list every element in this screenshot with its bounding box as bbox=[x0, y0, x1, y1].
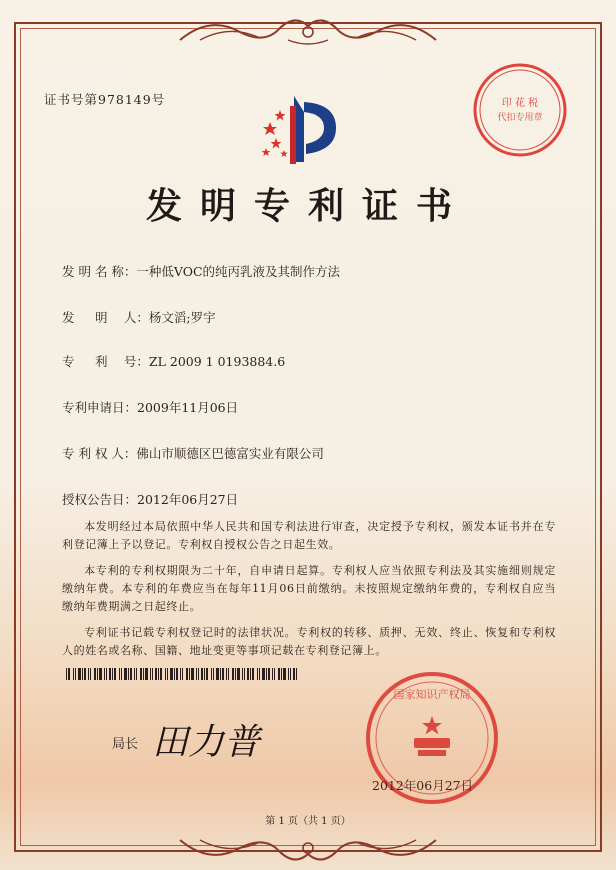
page-number: 第 1 页（共 1 页） bbox=[265, 816, 351, 827]
director-label: 局长 bbox=[112, 737, 139, 752]
field-patent-number bbox=[62, 352, 285, 370]
director-signature bbox=[148, 710, 288, 770]
field-label: 专利申请日： bbox=[62, 400, 138, 415]
paragraph-term: 本专利的专利权期限为二十年，自申请日起算。专利权人应当依照专利法及其实施细则规定缴纳年费。本专利的年费应当在每年11月06日前缴纳。未按照规定缴纳年费的，专利权自应当缴纳年费期满之日起终止。 bbox=[62, 564, 556, 613]
svg-text:代扣专用章: 代扣专用章 bbox=[497, 113, 543, 123]
field-value: 2012年06月27日 bbox=[137, 492, 239, 507]
sipo-emblem bbox=[260, 92, 344, 168]
field-label: 授权公告日： bbox=[62, 492, 138, 507]
seal-date: 2012年06月27日 bbox=[372, 778, 474, 793]
field-label: 专 利 号： bbox=[62, 354, 149, 369]
field-application-date bbox=[62, 398, 238, 416]
field-invention-name bbox=[62, 262, 340, 280]
barcode bbox=[66, 668, 302, 680]
field-value: 2009年11月06日 bbox=[137, 400, 239, 415]
certificate-title: 发明专利证书 bbox=[145, 185, 470, 227]
field-value: ZL 2009 1 0193884.6 bbox=[148, 354, 286, 369]
field-value: 一种低VOC的纯丙乳液及其制作方法 bbox=[136, 264, 341, 279]
field-value: 杨文滔;罗宇 bbox=[148, 310, 216, 325]
svg-text:国家知识产权局: 国家知识产权局 bbox=[393, 688, 471, 701]
svg-text:印 花 税: 印 花 税 bbox=[501, 98, 539, 109]
field-label: 发 明 人： bbox=[62, 310, 149, 325]
bottom-ornament bbox=[170, 830, 446, 870]
paragraph-grant: 本发明经过本局依照中华人民共和国专利法进行审查，决定授予专利权，颁发本证书并在专利登记簿上予以登记。专利权自授权公告之日起生效。 bbox=[62, 520, 556, 551]
signature-text: 田力普 bbox=[152, 722, 261, 763]
field-value: 佛山市顺德区巴德富实业有限公司 bbox=[136, 446, 324, 461]
field-grant-date bbox=[62, 490, 238, 508]
field-patentee bbox=[62, 444, 324, 462]
field-label: 发 明 名 称： bbox=[62, 264, 137, 279]
paragraph-legal-status: 专利证书记载专利权登记时的法律状况。专利权的转移、质押、无效、终止、恢复和专利权人的姓名或名称、国籍、地址变更等事项记载在专利登记簿上。 bbox=[62, 626, 556, 657]
field-label: 专 利 权 人： bbox=[62, 446, 137, 461]
field-inventor bbox=[62, 308, 216, 326]
top-ornament bbox=[170, 10, 446, 50]
tax-stamp-seal bbox=[470, 60, 570, 160]
certificate-number: 证书号第978149号 bbox=[44, 92, 166, 107]
